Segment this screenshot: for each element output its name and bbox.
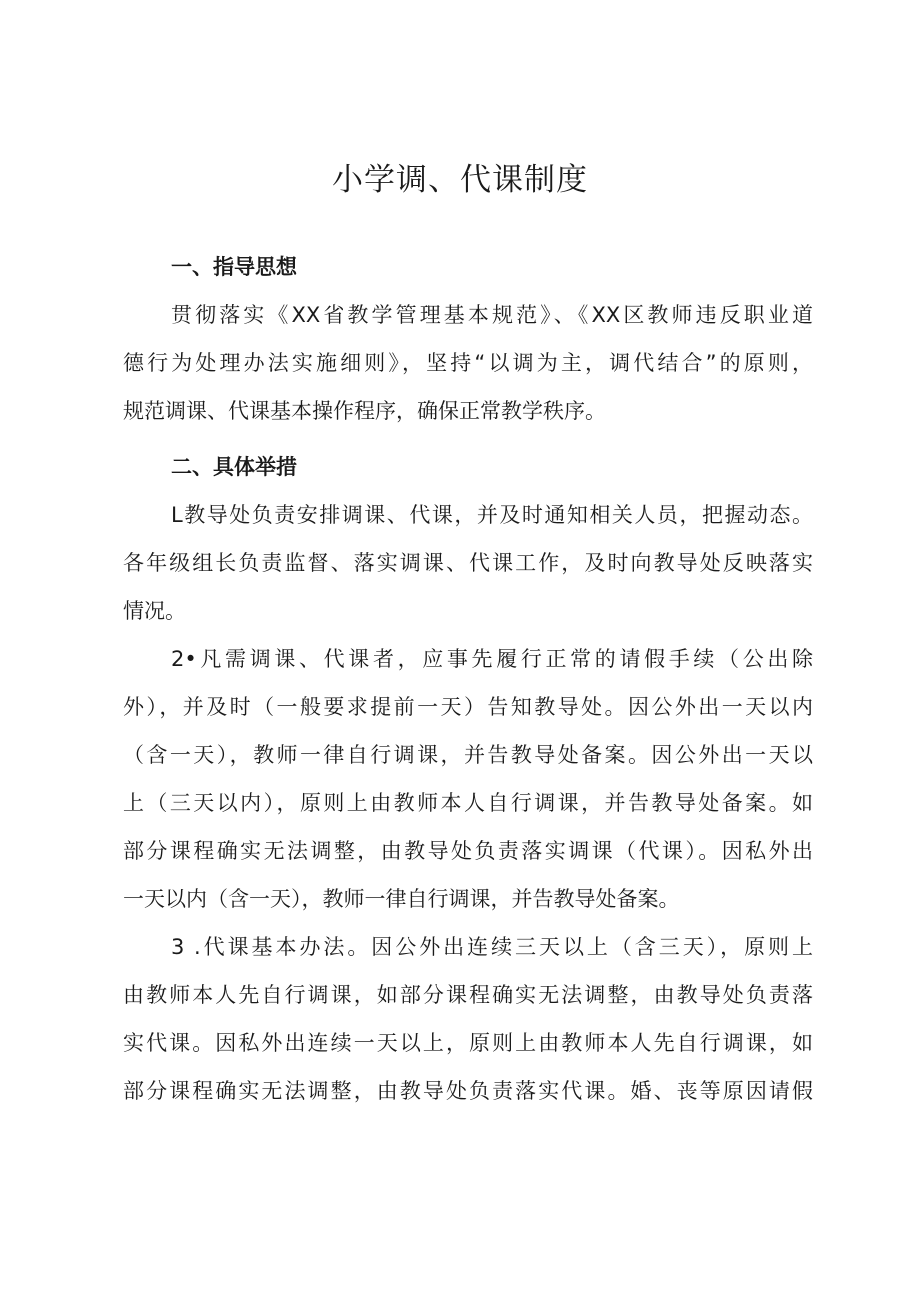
paragraph-measure-2	[123, 635, 813, 923]
text-line: 3 .代课基本办法。因公外出连续三天以上（含三天），原则上	[171, 935, 813, 959]
text-line: 德行为处理办法实施细则》，坚持“以调为主，调代结合”的原则，	[123, 351, 813, 375]
text-line: L教导处负责安排调课、代课，并及时通知相关人员，把握动态。	[171, 503, 813, 527]
document-title: 小学调、代课制度	[332, 162, 588, 198]
text-line: 情况。	[123, 599, 186, 623]
paragraph-guiding-thought	[123, 291, 813, 435]
text-line: 部分课程确实无法调整，由教导处负责落实调课（代课）。因私外出	[123, 839, 813, 863]
text-line: 贯彻落实《XX省教学管理基本规范》、《XX区教师违反职业道	[171, 303, 813, 327]
text-line: 各年级组长负责监督、落实调课、代课工作，及时向教导处反映落实	[123, 551, 813, 575]
text-line: 由教师本人先自行调课，如部分课程确实无法调整，由教导处负责落	[123, 983, 813, 1007]
text-line: 部分课程确实无法调整，由教导处负责落实代课。婚、丧等原因请假	[123, 1079, 813, 1103]
text-line: 2•凡需调课、代课者，应事先履行正常的请假手续（公出除	[171, 647, 813, 671]
text-line: （含一天），教师一律自行调课，并告教导处备案。因公外出一天以	[123, 743, 813, 767]
text-line: 上（三天以内），原则上由教师本人自行调课，并告教导处备案。如	[123, 791, 813, 815]
text-line: 实代课。因私外出连续一天以上，原则上由教师本人先自行调课，如	[123, 1031, 813, 1055]
section-heading-specific-measures: 二、具体举措	[171, 455, 297, 479]
paragraph-measure-3	[123, 923, 813, 1115]
text-line: 规范调课、代课基本操作程序，确保正常教学秩序。	[123, 399, 606, 423]
section-heading-guiding-thought: 一、指导思想	[171, 255, 297, 279]
text-line: 外），并及时（一般要求提前一天）告知教导处。因公外出一天以内	[123, 695, 813, 719]
text-line: 一天以内（含一天），教师一律自行调课，并告教导处备案。	[123, 887, 680, 911]
document-body	[123, 243, 813, 1115]
paragraph-measure-1	[123, 491, 813, 635]
